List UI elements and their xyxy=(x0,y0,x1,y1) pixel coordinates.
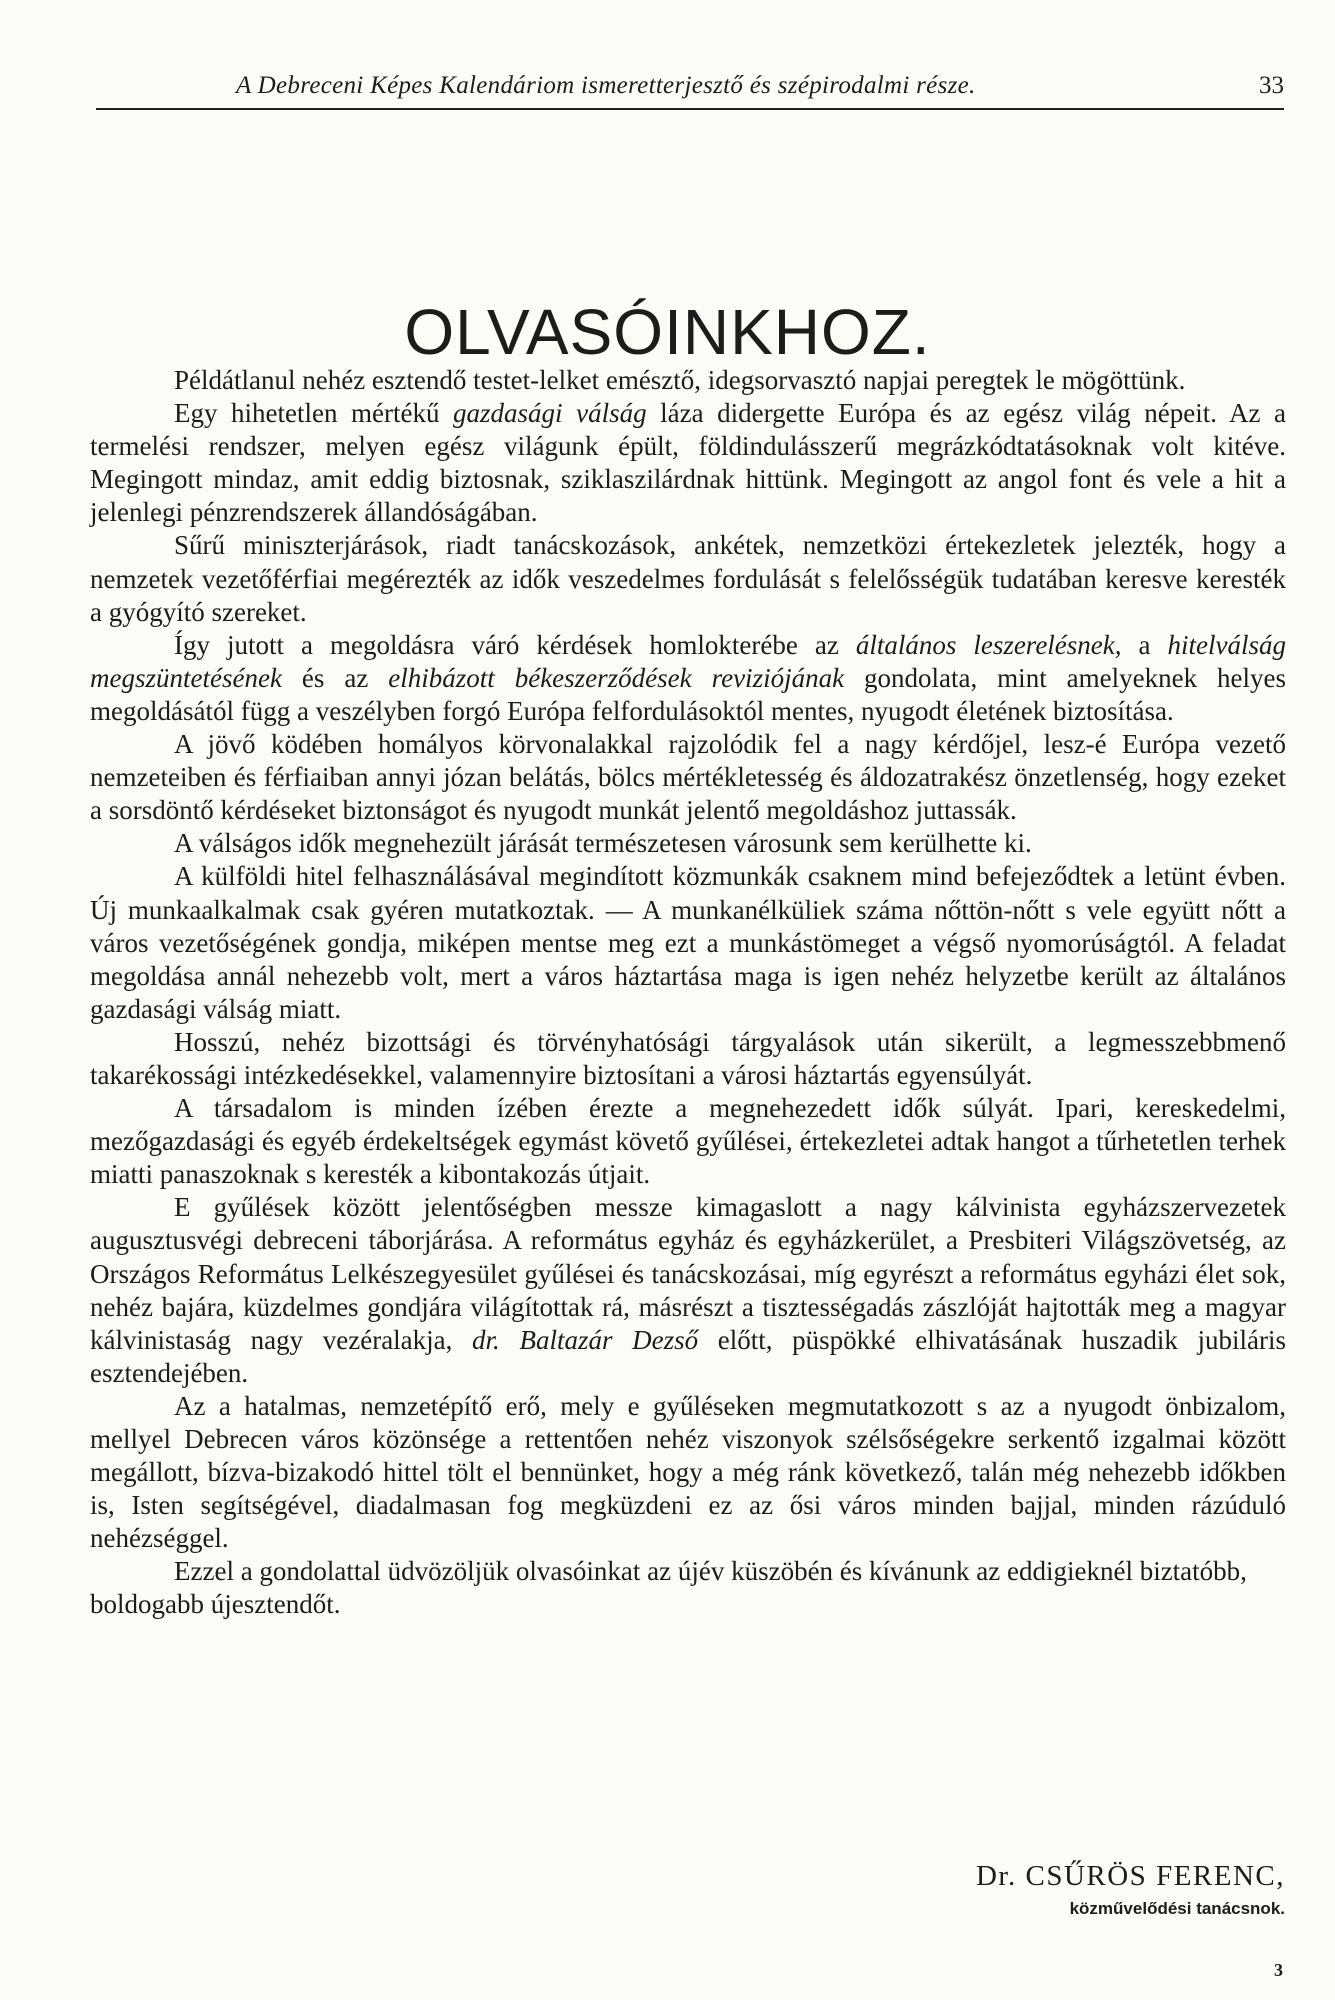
author-name: Dr. CSŰRÖS FERENC, xyxy=(975,1860,1285,1892)
author-role: közművelődési tanácsnok. xyxy=(1069,1899,1285,1918)
text-run: láza didergette Európa és az egész világ népeit. Az a termelési rendszer, melyen egész világunk épült, földindulásszerű megrázkódtatásoknak volt kitéve. Megingott mindaz, amit eddig biztosnak, sziklaszilárdnak hittünk. Megingott az angol font és vele a hit a jelenlegi pénzrendszerek állandóságában. xyxy=(90,398,1287,528)
paragraph xyxy=(90,1092,1286,1191)
text-run: előtt, püspökké elhivatásának huszadik jubiláris esztendejében. xyxy=(90,1324,1286,1388)
text-run: A külföldi hitel felhasználásával megindított közmunkák csaknem mind befejeződtek a letünt évben. Új munkaalkalmak csak gyéren mutatkoztak. — A munkanélküliek száma nőttön-nőtt s vele együtt nőtt a város vezetőségének gondja, miképen mentse meg ezt a munkástömeget a végső nyomorúságtól. A feladat megoldása annál nehezebb volt, mert a város háztartása maga is igen nehéz helyzetbe került az általános gazdasági válság miatt. xyxy=(90,861,1286,1024)
text-run: és az xyxy=(281,662,389,693)
article-title: OLVASÓINKHOZ. xyxy=(404,295,931,368)
paragraph xyxy=(90,397,1286,529)
italic-phrase: elhibázott békeszerződések reviziójának xyxy=(388,662,845,693)
paragraph xyxy=(90,860,1286,1025)
text-run: A jövő ködében homályos körvonalakkal rajzolódik fel a nagy kérdőjel, lesz-é Európa vezető nemzeteiben és férfiaiban annyi józan belátás, bölcs mértékletesség és áldozatrakész önzetlenség, hogy ezeket a sorsdöntő kérdéseket biztonságot és nyugodt munkát jelentő megoldáshoz juttassák. xyxy=(90,729,1286,826)
signature-block xyxy=(976,1860,1285,1919)
text-run: a xyxy=(1121,629,1168,660)
paragraph xyxy=(90,529,1286,628)
text-run: Hosszú, nehéz bizottsági és törvényhatósági tárgyalások után sikerült, a legmesszebbmenő takarékossági intézkedésekkel, valamennyire biztosítani a városi háztartás egyensúlyát. xyxy=(90,1026,1286,1090)
italic-phrase: dr. Baltazár Dezső xyxy=(472,1324,699,1355)
paragraph xyxy=(90,728,1286,827)
text-run: A válságos idők megnehezült járását természetesen városunk sem kerülhette ki. xyxy=(174,828,1032,859)
folio: 3 xyxy=(1274,1960,1283,1980)
paragraph xyxy=(90,1390,1286,1555)
italic-phrase: hitelválság megszüntetésének xyxy=(90,629,1286,693)
text-run: Példátlanul nehéz esztendő testet-lelket emésztő, idegsorvasztó napjai peregtek le mögöttünk. xyxy=(174,365,1186,395)
running-header xyxy=(96,68,1284,110)
text-run: gondolata, mint amelyeknek helyes megoldásától függ a veszélyben forgó Európa felfordulásoktól mentes, nyugodt életének biztosítása. xyxy=(90,662,1287,726)
article-body xyxy=(90,364,1286,1622)
paragraph xyxy=(90,1026,1286,1092)
paragraph xyxy=(90,629,1286,728)
text-run: A társadalom is minden ízében érezte a megnehezedett idők súlyát. Ipari, kereskedelmi, mezőgazdasági és egyéb érdekeltségek egymást követő gyűlései, értekezletei adtak hangot a tűrhetetlen terhek miatti panaszoknak s keresték a kibontakozás útjait. xyxy=(90,1093,1286,1190)
running-title: A Debreceni Képes Kalendáriom ismeretterjesztő és szépirodalmi része. xyxy=(236,72,976,99)
paragraph xyxy=(90,827,1286,860)
paragraph xyxy=(90,1555,1286,1621)
text-run: Így jutott a megoldásra váró kérdések homlokterébe az xyxy=(174,629,856,660)
text-run: Sűrű miniszterjárások, riadt tanácskozások, ankétek, nemzetközi értekezletek jelezték, hogy a nemzetek vezetőférfiai megérezték az idők veszedelmes fordulását s felelősségük tudatában keresve keresték a gyógyító szereket. xyxy=(90,530,1286,627)
text-run: E gyűlések között jelentőségben messze kimagaslott a nagy kálvinista egyházszervezetek augusztusvégi debreceni táborjárása. A református egyház és egyházkerület, a Presbiteri Világszövetség, az Országos Református Lelkészegyesület gyűlései és tanácskozásai, míg egyrészt a református egyházi élet sok, nehéz bajára, küzdelmes gondjára világítottak rá, másrészt a tisztességadás zászlóját hajtották meg a magyar kálvinistaság nagy vezéralakja, xyxy=(90,1192,1286,1355)
paragraph xyxy=(90,364,1286,397)
page-number: 33 xyxy=(1259,72,1284,99)
italic-phrase: gazdasági válság xyxy=(453,398,647,429)
text-run: Az a hatalmas, nemzetépítő erő, mely e gyűléseken megmutatkozott s az a nyugodt önbizalom, mellyel Debrecen város közönsége a rettentően nehéz viszonyok szélsőségekre serkentő izgalmai között megállott, bízva-bizakodó hittel tölt el bennünket, hogy a még ránk következő, talán még nehezebb időkben is, Isten segítségével, diadalmasan fog megküzdeni ez az ősi város minden bajjal, minden rázúduló nehézséggel. xyxy=(90,1390,1286,1554)
text-run: Ezzel a gondolattal üdvözöljük olvasóinkat az újév küszöbén és kívánunk az eddigieknél biztatóbb, boldogabb újesztendőt. xyxy=(90,1556,1247,1620)
text-run: Egy hihetetlen mértékű xyxy=(174,398,454,429)
paragraph xyxy=(90,1191,1286,1390)
italic-phrase: általános leszerelésnek, xyxy=(855,629,1122,660)
